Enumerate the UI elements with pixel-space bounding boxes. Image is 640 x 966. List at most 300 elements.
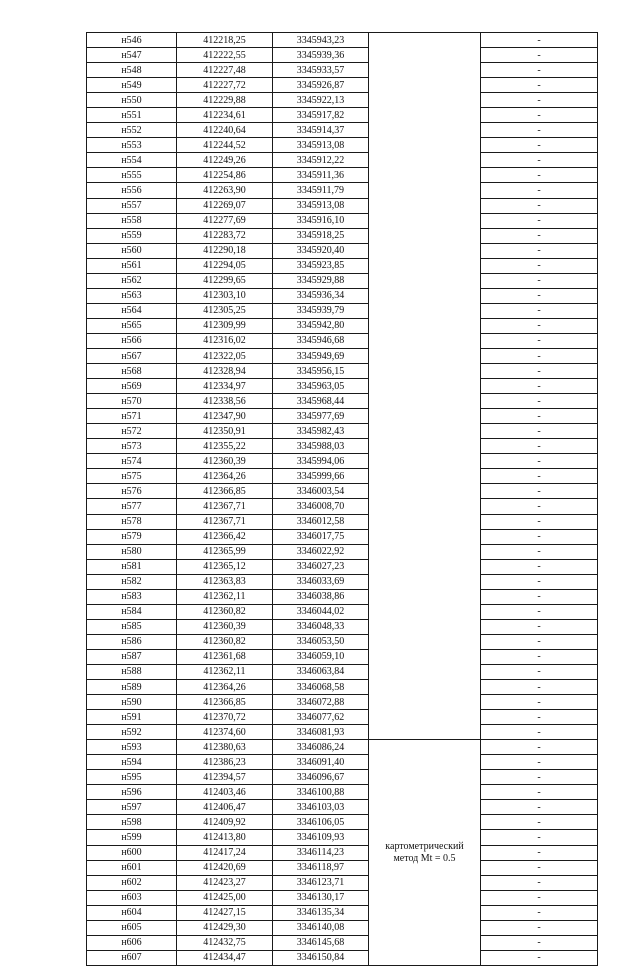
mark-cell: -: [481, 544, 598, 559]
table-row: [87, 860, 598, 875]
x-coordinate-cell: 412420,69: [177, 860, 273, 875]
table-row: [87, 649, 598, 664]
table-row: [87, 228, 598, 243]
point-name-cell: н578: [87, 514, 177, 529]
table-row: [87, 664, 598, 679]
mark-cell: -: [481, 920, 598, 935]
mark-cell: -: [481, 800, 598, 815]
table-row: [87, 379, 598, 394]
point-name-cell: н574: [87, 454, 177, 469]
y-coordinate-cell: 3345936,34: [273, 288, 369, 303]
point-name-cell: н577: [87, 499, 177, 514]
table-row: [87, 755, 598, 770]
point-name-cell: н576: [87, 484, 177, 499]
y-coordinate-cell: 3345942,80: [273, 318, 369, 333]
mark-cell: -: [481, 469, 598, 484]
x-coordinate-cell: 412234,61: [177, 108, 273, 123]
point-name-cell: н552: [87, 123, 177, 138]
table-row: [87, 243, 598, 258]
point-name-cell: н606: [87, 935, 177, 950]
y-coordinate-cell: 3345988,03: [273, 439, 369, 454]
table-row: [87, 48, 598, 63]
y-coordinate-cell: 3345933,57: [273, 63, 369, 78]
table-row: [87, 920, 598, 935]
x-coordinate-cell: 412360,39: [177, 454, 273, 469]
point-name-cell: н591: [87, 710, 177, 725]
mark-cell: -: [481, 755, 598, 770]
point-name-cell: н547: [87, 48, 177, 63]
point-name-cell: н550: [87, 93, 177, 108]
coordinates-table-body: [87, 33, 598, 966]
y-coordinate-cell: 3345939,79: [273, 303, 369, 318]
point-name-cell: н549: [87, 78, 177, 93]
mark-cell: -: [481, 830, 598, 845]
mark-cell: -: [481, 559, 598, 574]
mark-cell: -: [481, 123, 598, 138]
mark-cell: -: [481, 153, 598, 168]
y-coordinate-cell: 3346008,70: [273, 499, 369, 514]
mark-cell: -: [481, 138, 598, 153]
table-row: [87, 589, 598, 604]
x-coordinate-cell: 412429,30: [177, 920, 273, 935]
table-row: [87, 619, 598, 634]
y-coordinate-cell: 3345949,69: [273, 348, 369, 363]
point-name-cell: н570: [87, 394, 177, 409]
table-row: [87, 574, 598, 589]
mark-cell: -: [481, 634, 598, 649]
y-coordinate-cell: 3346140,08: [273, 920, 369, 935]
y-coordinate-cell: 3345911,79: [273, 183, 369, 198]
table-row: [87, 439, 598, 454]
y-coordinate-cell: 3345977,69: [273, 409, 369, 424]
point-name-cell: н590: [87, 695, 177, 710]
point-name-cell: н597: [87, 800, 177, 815]
y-coordinate-cell: 3346109,93: [273, 830, 369, 845]
x-coordinate-cell: 412355,22: [177, 439, 273, 454]
table-row: [87, 935, 598, 950]
y-coordinate-cell: 3346150,84: [273, 950, 369, 965]
point-name-cell: н580: [87, 544, 177, 559]
y-coordinate-cell: 3346077,62: [273, 710, 369, 725]
x-coordinate-cell: 412406,47: [177, 800, 273, 815]
x-coordinate-cell: 412347,90: [177, 409, 273, 424]
y-coordinate-cell: 3345926,87: [273, 78, 369, 93]
mark-cell: -: [481, 288, 598, 303]
mark-cell: -: [481, 63, 598, 78]
table-row: [87, 770, 598, 785]
table-row: [87, 740, 598, 755]
x-coordinate-cell: 412362,11: [177, 664, 273, 679]
x-coordinate-cell: 412432,75: [177, 935, 273, 950]
y-coordinate-cell: 3345923,85: [273, 258, 369, 273]
mark-cell: -: [481, 680, 598, 695]
x-coordinate-cell: 412366,42: [177, 529, 273, 544]
y-coordinate-cell: 3345943,23: [273, 33, 369, 48]
x-coordinate-cell: 412299,65: [177, 273, 273, 288]
table-row: [87, 348, 598, 363]
mark-cell: -: [481, 710, 598, 725]
point-name-cell: н588: [87, 664, 177, 679]
table-row: [87, 108, 598, 123]
point-name-cell: н585: [87, 619, 177, 634]
y-coordinate-cell: 3346118,97: [273, 860, 369, 875]
x-coordinate-cell: 412413,80: [177, 830, 273, 845]
x-coordinate-cell: 412350,91: [177, 424, 273, 439]
point-name-cell: н548: [87, 63, 177, 78]
point-name-cell: н599: [87, 830, 177, 845]
y-coordinate-cell: 3346038,86: [273, 589, 369, 604]
x-coordinate-cell: 412240,64: [177, 123, 273, 138]
x-coordinate-cell: 412386,23: [177, 755, 273, 770]
x-coordinate-cell: 412361,68: [177, 649, 273, 664]
table-row: [87, 785, 598, 800]
table-row: [87, 288, 598, 303]
table-row: [87, 333, 598, 348]
x-coordinate-cell: 412365,12: [177, 559, 273, 574]
point-name-cell: н601: [87, 860, 177, 875]
point-name-cell: н555: [87, 168, 177, 183]
table-row: [87, 258, 598, 273]
mark-cell: -: [481, 695, 598, 710]
table-row: [87, 890, 598, 905]
y-coordinate-cell: 3345999,66: [273, 469, 369, 484]
y-coordinate-cell: 3345956,15: [273, 364, 369, 379]
x-coordinate-cell: 412363,83: [177, 574, 273, 589]
point-name-cell: н566: [87, 333, 177, 348]
point-name-cell: н598: [87, 815, 177, 830]
point-name-cell: н604: [87, 905, 177, 920]
point-name-cell: н559: [87, 228, 177, 243]
table-row: [87, 303, 598, 318]
y-coordinate-cell: 3345994,06: [273, 454, 369, 469]
table-row: [87, 168, 598, 183]
mark-cell: -: [481, 439, 598, 454]
mark-cell: -: [481, 589, 598, 604]
mark-cell: -: [481, 379, 598, 394]
y-coordinate-cell: 3345946,68: [273, 333, 369, 348]
y-coordinate-cell: 3345963,05: [273, 379, 369, 394]
table-row: [87, 604, 598, 619]
x-coordinate-cell: 412362,11: [177, 589, 273, 604]
table-row: [87, 559, 598, 574]
mark-cell: -: [481, 409, 598, 424]
mark-cell: -: [481, 364, 598, 379]
coordinates-sheet: [86, 32, 598, 966]
x-coordinate-cell: 412316,02: [177, 333, 273, 348]
point-name-cell: н567: [87, 348, 177, 363]
table-row: [87, 424, 598, 439]
y-coordinate-cell: 3346027,23: [273, 559, 369, 574]
table-row: [87, 634, 598, 649]
y-coordinate-cell: 3346063,84: [273, 664, 369, 679]
y-coordinate-cell: 3346033,69: [273, 574, 369, 589]
method-note-cell: [369, 740, 481, 966]
mark-cell: -: [481, 499, 598, 514]
mark-cell: -: [481, 845, 598, 860]
table-row: [87, 93, 598, 108]
x-coordinate-cell: 412360,82: [177, 604, 273, 619]
mark-cell: -: [481, 815, 598, 830]
x-coordinate-cell: 412366,85: [177, 484, 273, 499]
x-coordinate-cell: 412364,26: [177, 680, 273, 695]
table-row: [87, 710, 598, 725]
point-name-cell: н546: [87, 33, 177, 48]
y-coordinate-cell: 3345913,08: [273, 138, 369, 153]
table-row: [87, 63, 598, 78]
point-name-cell: н557: [87, 198, 177, 213]
y-coordinate-cell: 3346135,34: [273, 905, 369, 920]
coordinates-table: [86, 32, 598, 966]
y-coordinate-cell: 3346072,88: [273, 695, 369, 710]
x-coordinate-cell: 412244,52: [177, 138, 273, 153]
y-coordinate-cell: 3345917,82: [273, 108, 369, 123]
table-row: [87, 138, 598, 153]
mark-cell: -: [481, 243, 598, 258]
point-name-cell: н581: [87, 559, 177, 574]
mark-cell: -: [481, 213, 598, 228]
table-row: [87, 213, 598, 228]
table-row: [87, 364, 598, 379]
y-coordinate-cell: 3345914,37: [273, 123, 369, 138]
mark-cell: -: [481, 273, 598, 288]
point-name-cell: н592: [87, 725, 177, 740]
point-name-cell: н554: [87, 153, 177, 168]
x-coordinate-cell: 412334,97: [177, 379, 273, 394]
point-name-cell: н575: [87, 469, 177, 484]
point-name-cell: н594: [87, 755, 177, 770]
y-coordinate-cell: 3346123,71: [273, 875, 369, 890]
mark-cell: -: [481, 198, 598, 213]
point-name-cell: н571: [87, 409, 177, 424]
mark-cell: -: [481, 78, 598, 93]
table-row: [87, 198, 598, 213]
x-coordinate-cell: 412269,07: [177, 198, 273, 213]
x-coordinate-cell: 412365,99: [177, 544, 273, 559]
y-coordinate-cell: 3346048,33: [273, 619, 369, 634]
x-coordinate-cell: 412423,27: [177, 875, 273, 890]
y-coordinate-cell: 3346100,88: [273, 785, 369, 800]
point-name-cell: н556: [87, 183, 177, 198]
point-name-cell: н583: [87, 589, 177, 604]
mark-cell: -: [481, 394, 598, 409]
table-row: [87, 800, 598, 815]
y-coordinate-cell: 3345939,36: [273, 48, 369, 63]
mark-cell: -: [481, 228, 598, 243]
mark-cell: -: [481, 484, 598, 499]
x-coordinate-cell: 412249,26: [177, 153, 273, 168]
point-name-cell: н558: [87, 213, 177, 228]
y-coordinate-cell: 3346081,93: [273, 725, 369, 740]
x-coordinate-cell: 412227,72: [177, 78, 273, 93]
point-name-cell: н572: [87, 424, 177, 439]
mark-cell: -: [481, 740, 598, 755]
x-coordinate-cell: 412309,99: [177, 318, 273, 333]
y-coordinate-cell: 3346130,17: [273, 890, 369, 905]
mark-cell: -: [481, 935, 598, 950]
x-coordinate-cell: 412229,88: [177, 93, 273, 108]
y-coordinate-cell: 3345916,10: [273, 213, 369, 228]
y-coordinate-cell: 3346114,23: [273, 845, 369, 860]
point-name-cell: н560: [87, 243, 177, 258]
point-name-cell: н589: [87, 680, 177, 695]
table-row: [87, 529, 598, 544]
y-coordinate-cell: 3345920,40: [273, 243, 369, 258]
mark-cell: -: [481, 574, 598, 589]
table-row: [87, 514, 598, 529]
y-coordinate-cell: 3345911,36: [273, 168, 369, 183]
x-coordinate-cell: 412409,92: [177, 815, 273, 830]
mark-cell: -: [481, 33, 598, 48]
y-coordinate-cell: 3345968,44: [273, 394, 369, 409]
table-row: [87, 123, 598, 138]
table-row: [87, 680, 598, 695]
y-coordinate-cell: 3346145,68: [273, 935, 369, 950]
mark-cell: -: [481, 258, 598, 273]
mark-cell: -: [481, 108, 598, 123]
table-row: [87, 815, 598, 830]
x-coordinate-cell: 412360,82: [177, 634, 273, 649]
table-row: [87, 454, 598, 469]
table-row: [87, 830, 598, 845]
x-coordinate-cell: 412366,85: [177, 695, 273, 710]
table-row: [87, 273, 598, 288]
mark-cell: -: [481, 529, 598, 544]
point-name-cell: н582: [87, 574, 177, 589]
point-name-cell: н605: [87, 920, 177, 935]
point-name-cell: н563: [87, 288, 177, 303]
y-coordinate-cell: 3346044,02: [273, 604, 369, 619]
mark-cell: -: [481, 333, 598, 348]
point-name-cell: н603: [87, 890, 177, 905]
point-name-cell: н561: [87, 258, 177, 273]
y-coordinate-cell: 3346103,03: [273, 800, 369, 815]
x-coordinate-cell: 412434,47: [177, 950, 273, 965]
x-coordinate-cell: 412427,15: [177, 905, 273, 920]
mark-cell: -: [481, 619, 598, 634]
table-row: [87, 469, 598, 484]
x-coordinate-cell: 412227,48: [177, 63, 273, 78]
table-row: [87, 905, 598, 920]
mark-cell: -: [481, 454, 598, 469]
point-name-cell: н565: [87, 318, 177, 333]
table-row: [87, 845, 598, 860]
point-name-cell: н579: [87, 529, 177, 544]
x-coordinate-cell: 412328,94: [177, 364, 273, 379]
point-name-cell: н562: [87, 273, 177, 288]
y-coordinate-cell: 3346012,58: [273, 514, 369, 529]
mark-cell: -: [481, 348, 598, 363]
x-coordinate-cell: 412364,26: [177, 469, 273, 484]
y-coordinate-cell: 3346017,75: [273, 529, 369, 544]
mark-cell: -: [481, 514, 598, 529]
table-row: [87, 950, 598, 965]
y-coordinate-cell: 3346022,92: [273, 544, 369, 559]
x-coordinate-cell: 412303,10: [177, 288, 273, 303]
x-coordinate-cell: 412263,90: [177, 183, 273, 198]
x-coordinate-cell: 412322,05: [177, 348, 273, 363]
mark-cell: -: [481, 785, 598, 800]
mark-cell: -: [481, 725, 598, 740]
y-coordinate-cell: 3346091,40: [273, 755, 369, 770]
x-coordinate-cell: 412360,39: [177, 619, 273, 634]
table-row: [87, 695, 598, 710]
x-coordinate-cell: 412425,00: [177, 890, 273, 905]
x-coordinate-cell: 412277,69: [177, 213, 273, 228]
point-name-cell: н600: [87, 845, 177, 860]
table-row: [87, 484, 598, 499]
mark-cell: -: [481, 860, 598, 875]
x-coordinate-cell: 412294,05: [177, 258, 273, 273]
table-row: [87, 409, 598, 424]
x-coordinate-cell: 412367,71: [177, 514, 273, 529]
x-coordinate-cell: 412283,72: [177, 228, 273, 243]
x-coordinate-cell: 412367,71: [177, 499, 273, 514]
point-name-cell: н584: [87, 604, 177, 619]
method-cell-empty: [369, 33, 481, 740]
mark-cell: -: [481, 168, 598, 183]
point-name-cell: н593: [87, 740, 177, 755]
y-coordinate-cell: 3345929,88: [273, 273, 369, 288]
mark-cell: -: [481, 875, 598, 890]
y-coordinate-cell: 3345922,13: [273, 93, 369, 108]
point-name-cell: н587: [87, 649, 177, 664]
y-coordinate-cell: 3346106,05: [273, 815, 369, 830]
y-coordinate-cell: 3346096,67: [273, 770, 369, 785]
y-coordinate-cell: 3345912,22: [273, 153, 369, 168]
mark-cell: -: [481, 424, 598, 439]
y-coordinate-cell: 3346068,58: [273, 680, 369, 695]
mark-cell: -: [481, 183, 598, 198]
x-coordinate-cell: 412374,60: [177, 725, 273, 740]
point-name-cell: н553: [87, 138, 177, 153]
point-name-cell: н568: [87, 364, 177, 379]
x-coordinate-cell: 412218,25: [177, 33, 273, 48]
table-row: [87, 499, 598, 514]
method-note-text: картометрический метод Mt = 0.5: [385, 840, 464, 864]
point-name-cell: н586: [87, 634, 177, 649]
point-name-cell: н596: [87, 785, 177, 800]
table-row: [87, 78, 598, 93]
point-name-cell: н564: [87, 303, 177, 318]
table-row: [87, 875, 598, 890]
table-row: [87, 725, 598, 740]
mark-cell: -: [481, 905, 598, 920]
x-coordinate-cell: 412290,18: [177, 243, 273, 258]
x-coordinate-cell: 412380,63: [177, 740, 273, 755]
x-coordinate-cell: 412394,57: [177, 770, 273, 785]
y-coordinate-cell: 3346059,10: [273, 649, 369, 664]
x-coordinate-cell: 412338,56: [177, 394, 273, 409]
mark-cell: -: [481, 649, 598, 664]
y-coordinate-cell: 3345918,25: [273, 228, 369, 243]
mark-cell: -: [481, 770, 598, 785]
table-row: [87, 544, 598, 559]
point-name-cell: н595: [87, 770, 177, 785]
mark-cell: -: [481, 48, 598, 63]
y-coordinate-cell: 3346086,24: [273, 740, 369, 755]
table-row: [87, 183, 598, 198]
table-row: [87, 318, 598, 333]
y-coordinate-cell: 3346003,54: [273, 484, 369, 499]
mark-cell: -: [481, 950, 598, 965]
point-name-cell: н569: [87, 379, 177, 394]
y-coordinate-cell: 3345982,43: [273, 424, 369, 439]
table-row: [87, 153, 598, 168]
x-coordinate-cell: 412305,25: [177, 303, 273, 318]
x-coordinate-cell: 412417,24: [177, 845, 273, 860]
point-name-cell: н602: [87, 875, 177, 890]
y-coordinate-cell: 3346053,50: [273, 634, 369, 649]
